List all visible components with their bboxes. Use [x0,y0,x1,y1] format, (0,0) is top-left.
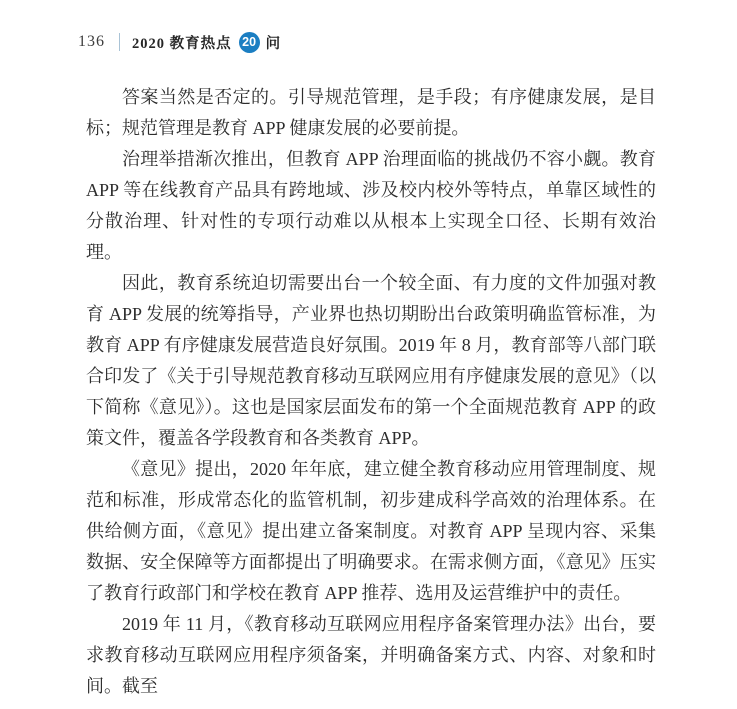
badge-20: 20 [239,32,260,53]
header-divider [119,33,120,51]
paragraph-filing-measures: 2019 年 11 月，《教育移动互联网应用程序备案管理办法》出台，要求教育移动互联网应用程序须备案，并明确备案方式、内容、对象和时间。截至 [86,614,656,696]
paragraph-opinion-goals: 《意见》提出，2020 年年底，建立健全教育移动应用管理制度、规范和标准，形成常态化的监管机制，初步建成科学高效的治理体系。在供给侧方面，《意见》提出建立备案制度。对教育 APP 呈现内容、采集数据、安全保障等方面都提出了明确要求。在需求侧方面，《意见》压实了教育行政部门和学校在教育 APP 推荐、选用及运营维护中的责任。 [86,459,656,603]
book-title-suffix: 问 [265,35,281,52]
paragraph-answer: 答案当然是否定的。引导规范管理，是手段；有序健康发展，是目标；规范管理是教育 APP 健康发展的必要前提。 [86,87,656,138]
book-title: 2020 教育热点 [132,35,232,52]
paragraph-policy-issue: 因此，教育系统迫切需要出台一个较全面、有力度的文件加强对教育 APP 发展的统筹指导，产业界也热切期盼出台政策明确监管标准，为教育 APP 有序健康发展营造良好氛围。2019 年 8 月，教育部等八部门联合印发了《关于引导规范教育移动互联网应用有序健康发展的意见》（以下简称《意见》）。这也是国家层面发布的第一个全面规范教育 APP 的政策文件，覆盖各学段教育和各类教育 APP。 [86,273,656,448]
page-number: 136 [78,33,105,50]
page-header [78,30,280,54]
paragraph-governance-challenge: 治理举措渐次推出，但教育 APP 治理面临的挑战仍不容小觑。教育 APP 等在线教育产品具有跨地域、涉及校内校外等特点，单靠区域性的分散治理、针对性的专项行动难以从根本上实现全口径、长期有效治理。 [86,149,656,262]
page-body [86,82,656,702]
